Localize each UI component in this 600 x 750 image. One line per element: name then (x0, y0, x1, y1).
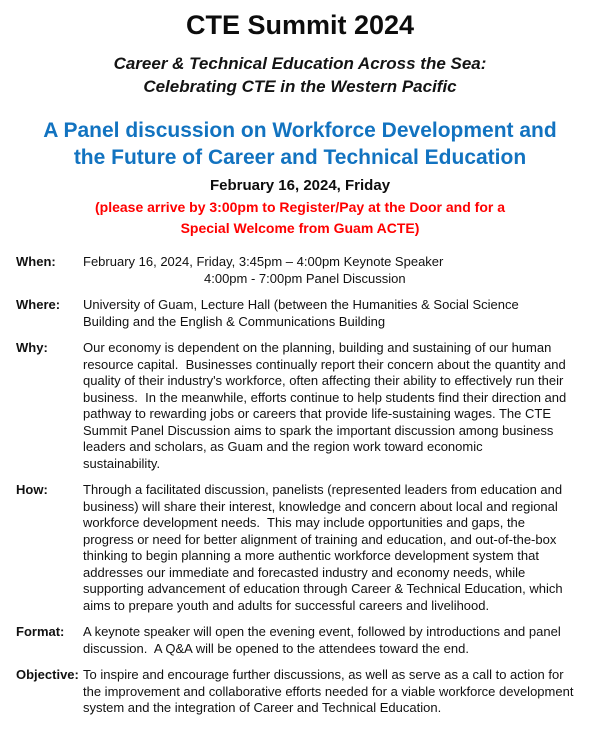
detail-line: progress or need for better alignment of training and education, and out-of-the-box (83, 531, 557, 547)
detail-line: Our economy is dependent on the planning, building and sustaining of our human (83, 340, 552, 355)
detail-line: Summit Panel Discussion aims to spark the important discussion among business (83, 422, 554, 438)
detail-label: How: (16, 482, 48, 497)
detail-line: Building and the English & Communications Building (83, 313, 386, 329)
detail-content (83, 254, 576, 287)
detail-row-why (16, 340, 576, 472)
panel-heading-line-2: the Future of Career and Technical Education (73, 146, 527, 169)
detail-line: A keynote speaker will open the evening event, followed by introductions and panel (83, 624, 561, 639)
detail-line: workforce development needs. This may include opportunities and gaps, the (83, 515, 526, 530)
detail-line: supporting advancement of education through Career & Technical Education, which (83, 581, 563, 596)
detail-line: University of Guam, Lecture Hall (between the Humanities & Social Science (83, 297, 519, 312)
detail-row-format (16, 624, 576, 657)
detail-content (83, 340, 576, 472)
detail-row-how (16, 482, 576, 614)
detail-line: discussion. A Q&A will be opened to the attendees toward the end. (83, 640, 469, 656)
arrival-notice (0, 197, 600, 239)
detail-label: Format: (16, 624, 65, 639)
detail-line: business. In the meanwhile, efforts continue to help students find their direction and (83, 389, 567, 405)
page-title: CTE Summit 2024 (185, 10, 415, 40)
detail-line: leaders and scholars, as Guam and the region work toward economic (83, 439, 483, 454)
subtitle-line-2: Celebrating CTE in the Western Pacific (143, 77, 457, 96)
detail-row-objective (16, 667, 576, 717)
detail-row-when (16, 254, 576, 287)
detail-line: sustainability. (83, 455, 161, 471)
detail-line: thinking to begin planning a more authentic workforce development system that (83, 548, 539, 563)
detail-line: To inspire and encourage further discussions, as well as serve as a call to action for (83, 667, 564, 682)
arrival-notice-line-2: Special Welcome from Guam ACTE) (180, 220, 420, 236)
subtitle-line-1: Career & Technical Education Across the Sea: (113, 54, 487, 73)
detail-content (83, 297, 576, 330)
detail-content (83, 624, 576, 657)
detail-line: February 16, 2024, Friday, 3:45pm – 4:00pm Keynote Speaker (83, 254, 444, 269)
details-list (0, 254, 600, 717)
detail-label: Why: (16, 340, 48, 355)
panel-heading (0, 117, 600, 171)
detail-line: quality of their industry's workforce, often affecting their ability to effectively run their (83, 373, 564, 388)
detail-label: Where: (16, 297, 61, 312)
detail-line: business) will share their interest, knowledge and concern about local and regional (83, 498, 558, 514)
arrival-notice-line-1: (please arrive by 3:00pm to Register/Pay at the Door and for a (94, 199, 506, 215)
panel-heading-line-1: A Panel discussion on Workforce Development and (43, 119, 557, 142)
detail-line: the improvement and collaborative efforts needed for a viable workforce development (83, 683, 574, 699)
detail-content (83, 667, 576, 717)
detail-line: addresses our immediate and forecasted industry and economy needs, while (83, 564, 526, 580)
detail-line: resource capital. Businesses continually report their concern about the quantity and (83, 356, 566, 372)
detail-content (83, 482, 576, 614)
detail-line: pathway to rewarding jobs or careers that provide life-sustaining wages. The CTE (83, 406, 551, 421)
detail-line: 4:00pm - 7:00pm Panel Discussion (204, 270, 406, 286)
subtitle (0, 52, 600, 98)
detail-line: Through a facilitated discussion, panelists (represented leaders from education and (83, 482, 563, 497)
detail-line: aims to prepare youth and adults for successful careers and livelihood. (83, 597, 490, 613)
detail-row-where (16, 297, 576, 330)
detail-line: system and the integration of Career and Technical Education. (83, 700, 442, 715)
event-date: February 16, 2024, Friday (209, 177, 391, 194)
detail-label: Objective: (16, 667, 79, 682)
detail-label: When: (16, 254, 56, 269)
